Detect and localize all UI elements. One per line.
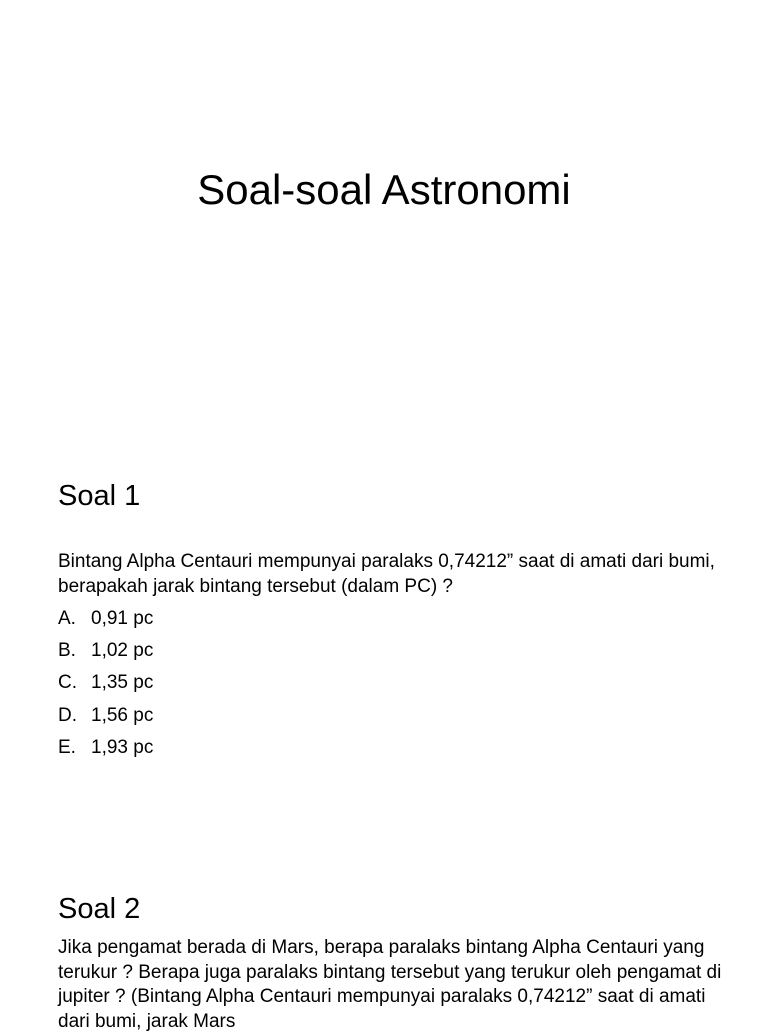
option-text: 1,93 pc [91, 736, 154, 758]
soal-2-heading: Soal 2 [58, 893, 141, 925]
option-text: 1,56 pc [91, 704, 154, 726]
option-e [58, 734, 153, 766]
option-a [58, 605, 153, 637]
option-text: 1,35 pc [91, 672, 154, 694]
soal-2-question: Jika pengamat berada di Mars, berapa paralaks bintang Alpha Centauri yang terukur ? Berapa juga paralaks bintang tersebut yang terukur oleh pengamat di jupiter ? (Bintang Alpha Centauri mempunyai paralaks 0,74212” saat di amati dari bumi, jarak Mars [58, 937, 722, 1032]
option-letter: D. [58, 704, 77, 726]
option-text: 1,02 pc [91, 640, 154, 662]
option-c [58, 669, 153, 701]
option-b [58, 637, 153, 669]
option-letter: C. [58, 672, 77, 694]
soal-1-heading: Soal 1 [58, 480, 141, 512]
option-text: 0,91 pc [91, 608, 154, 629]
option-letter: B. [58, 640, 76, 662]
soal-1-options [58, 605, 153, 766]
option-d [58, 702, 153, 734]
option-letter: A. [58, 608, 76, 629]
page-title: Soal-soal Astronomi [197, 166, 571, 213]
option-letter: E. [58, 736, 76, 758]
soal-1-question: Bintang Alpha Centauri mempunyai paralaks 0,74212” saat di amati dari bumi, berapakah jarak bintang tersebut (dalam PC) ? [58, 551, 715, 597]
